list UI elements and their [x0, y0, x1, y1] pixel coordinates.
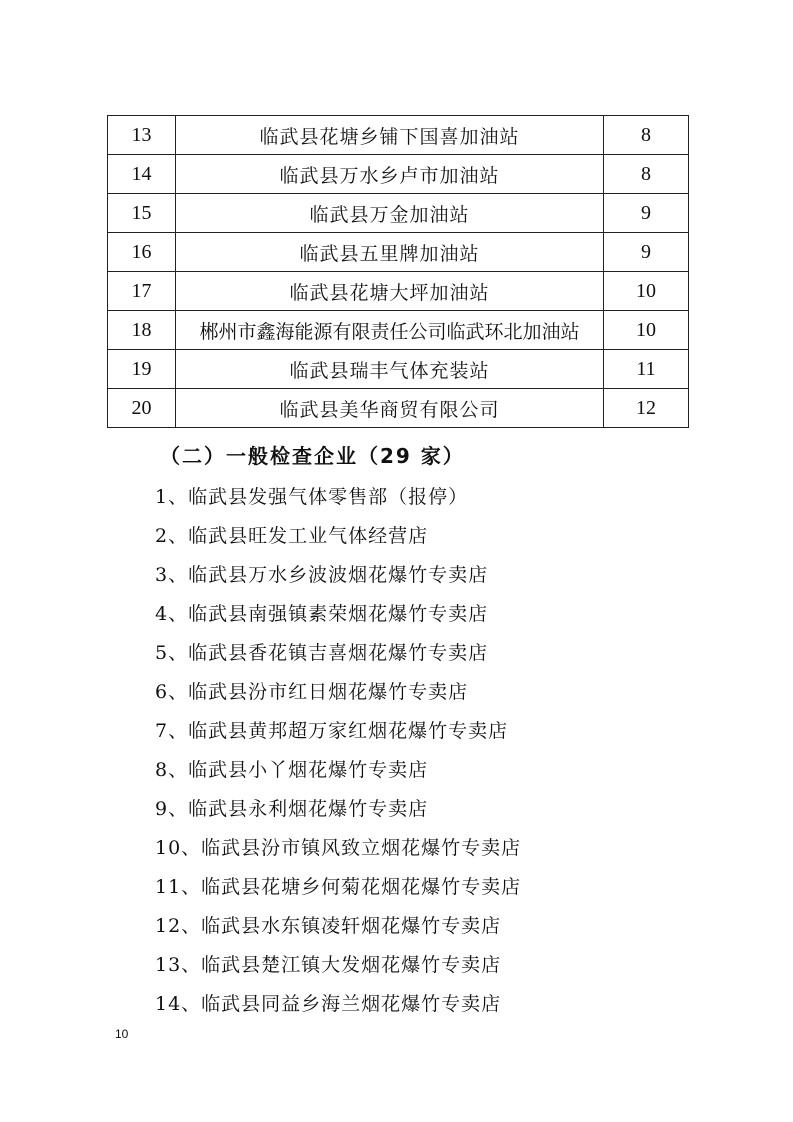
row-number-cell: 19 — [108, 350, 176, 389]
count-cell: 12 — [604, 389, 689, 428]
row-number-cell: 15 — [108, 194, 176, 233]
table-row — [108, 389, 689, 428]
row-number-cell: 18 — [108, 311, 176, 350]
table-row — [108, 233, 689, 272]
count-cell: 11 — [604, 350, 689, 389]
count-cell: 10 — [604, 272, 689, 311]
count-cell: 9 — [604, 194, 689, 233]
enterprise-name-cell: 临武县万水乡卢市加油站 — [176, 155, 604, 194]
list-item: 3、临武县万水乡波波烟花爆竹专卖店 — [155, 564, 489, 586]
list-item: 11、临武县花塘乡何菊花烟花爆竹专卖店 — [155, 876, 522, 898]
company-list — [155, 478, 715, 1024]
enterprise-table — [107, 115, 689, 428]
table-row — [108, 311, 689, 350]
enterprise-name-cell: 临武县瑞丰气体充装站 — [176, 350, 604, 389]
section-heading: （二）一般检查企业（29 家） — [160, 444, 465, 468]
list-item: 4、临武县南强镇素荣烟花爆竹专卖店 — [155, 603, 489, 625]
row-number-cell: 20 — [108, 389, 176, 428]
table-row — [108, 155, 689, 194]
list-item: 10、临武县汾市镇风致立烟花爆竹专卖店 — [155, 837, 522, 859]
list-item: 1、临武县发强气体零售部（报停） — [155, 486, 469, 508]
list-item: 2、临武县旺发工业气体经营店 — [155, 525, 429, 547]
row-number-cell: 16 — [108, 233, 176, 272]
enterprise-name-cell: 临武县五里牌加油站 — [176, 233, 604, 272]
list-item: 13、临武县楚江镇大发烟花爆竹专卖店 — [155, 954, 502, 976]
enterprise-name-cell: 郴州市鑫海能源有限责任公司临武环北加油站 — [176, 311, 604, 350]
enterprise-name-cell: 临武县美华商贸有限公司 — [176, 389, 604, 428]
list-item: 9、临武县永利烟花爆竹专卖店 — [155, 798, 429, 820]
table-row — [108, 350, 689, 389]
row-number-cell: 14 — [108, 155, 176, 194]
table-row — [108, 116, 689, 155]
count-cell: 8 — [604, 116, 689, 155]
enterprise-name-cell: 临武县花塘乡铺下国喜加油站 — [176, 116, 604, 155]
list-item: 6、临武县汾市红日烟花爆竹专卖店 — [155, 681, 469, 703]
enterprise-name-cell: 临武县万金加油站 — [176, 194, 604, 233]
list-item: 5、临武县香花镇吉喜烟花爆竹专卖店 — [155, 642, 489, 664]
enterprise-name-cell: 临武县花塘大坪加油站 — [176, 272, 604, 311]
count-cell: 9 — [604, 233, 689, 272]
list-item: 12、临武县水东镇凌轩烟花爆竹专卖店 — [155, 915, 502, 937]
list-item: 8、临武县小丫烟花爆竹专卖店 — [155, 759, 429, 781]
table-row — [108, 272, 689, 311]
page-number: 10 — [115, 1027, 129, 1041]
list-item: 7、临武县黄邦超万家红烟花爆竹专卖店 — [155, 720, 509, 742]
row-number-cell: 13 — [108, 116, 176, 155]
row-number-cell: 17 — [108, 272, 176, 311]
count-cell: 8 — [604, 155, 689, 194]
count-cell: 10 — [604, 311, 689, 350]
list-item: 14、临武县同益乡海兰烟花爆竹专卖店 — [155, 993, 502, 1015]
table-row — [108, 194, 689, 233]
